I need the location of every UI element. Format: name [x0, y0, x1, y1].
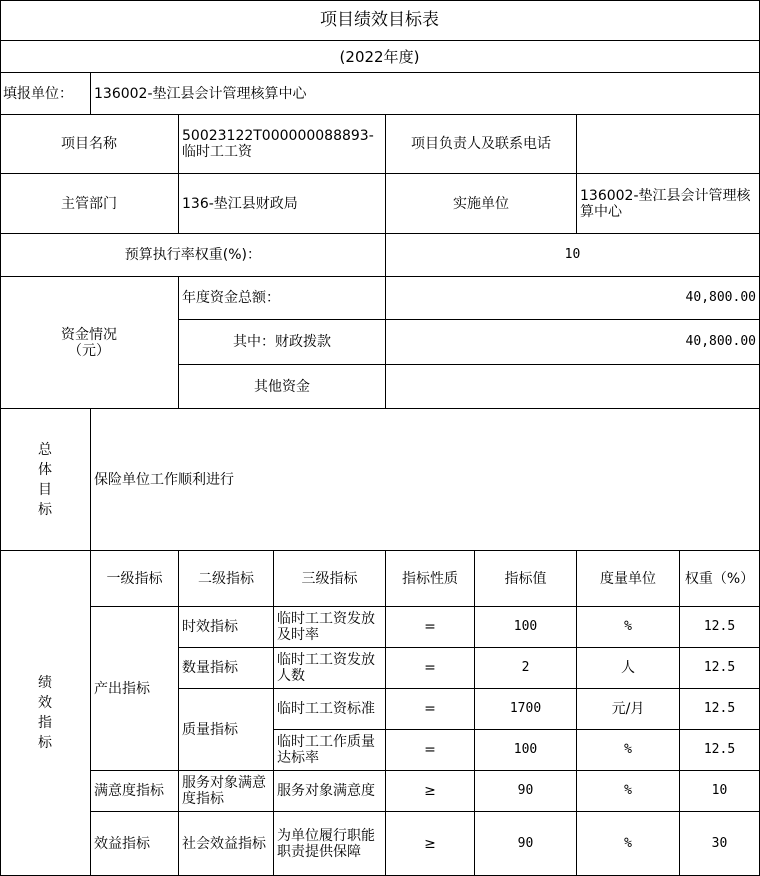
perf-indicators-label [0, 551, 91, 876]
overall-goal-label-text: 总体目标 [38, 441, 52, 518]
project-name-value: 50023122T000000088893-临时工工资 [179, 115, 386, 174]
header-unit: 度量单位 [577, 551, 680, 607]
table-row-nature: = [386, 730, 475, 771]
funds-total-label: 年度资金总额： [179, 277, 386, 320]
funds-total-value: 40,800.00 [386, 277, 760, 320]
funds-fiscal-label: 其中：财政拨款 [179, 320, 386, 365]
table-row-unit: 人 [577, 648, 680, 689]
table-row-unit: % [577, 730, 680, 771]
header-level1: 一级指标 [91, 551, 179, 607]
reporting-unit-value: 136002-垫江县会计管理核算中心 [91, 73, 760, 115]
level2-service: 服务对象满意度指标 [179, 771, 274, 812]
table-row-value: 90 [475, 812, 577, 876]
overall-goal-label [0, 409, 91, 551]
table-title: 项目绩效目标表 [0, 0, 760, 41]
project-manager-label: 项目负责人及联系电话 [386, 115, 577, 174]
level2-timeliness: 时效指标 [179, 607, 274, 648]
overall-goal-value: 保险单位工作顺利进行 [91, 409, 760, 551]
project-name-label: 项目名称 [0, 115, 179, 174]
impl-unit-value: 136002-垫江县会计管理核算中心 [577, 174, 760, 234]
table-row-l3: 为单位履行职能职责提供保障 [274, 812, 386, 876]
table-row-unit: 元/月 [577, 689, 680, 730]
table-row-value: 100 [475, 607, 577, 648]
level1-satisfaction: 满意度指标 [91, 771, 179, 812]
header-level3: 三级指标 [274, 551, 386, 607]
table-row-weight: 10 [680, 771, 760, 812]
table-row-weight: 12.5 [680, 648, 760, 689]
table-row-weight: 12.5 [680, 689, 760, 730]
table-row-nature: = [386, 607, 475, 648]
header-value: 指标值 [475, 551, 577, 607]
table-row-nature: ≥ [386, 771, 475, 812]
budget-weight-label: 预算执行率权重(%)： [0, 234, 386, 277]
level1-benefit: 效益指标 [91, 812, 179, 876]
level2-quantity: 数量指标 [179, 648, 274, 689]
reporting-unit-label: 填报单位： [0, 73, 91, 115]
table-row-unit: % [577, 812, 680, 876]
funds-other-value [386, 365, 760, 409]
table-row-weight: 12.5 [680, 730, 760, 771]
table-row-weight: 30 [680, 812, 760, 876]
dept-value: 136-垫江县财政局 [179, 174, 386, 234]
level2-social: 社会效益指标 [179, 812, 274, 876]
level2-quality: 质量指标 [179, 689, 274, 771]
table-row-l3: 服务对象满意度 [274, 771, 386, 812]
table-row-nature: = [386, 648, 475, 689]
table-row-nature: = [386, 689, 475, 730]
header-level2: 二级指标 [179, 551, 274, 607]
table-row-value: 1700 [475, 689, 577, 730]
table-row-l3: 临时工工资标准 [274, 689, 386, 730]
level1-output: 产出指标 [91, 607, 179, 771]
budget-weight-value: 10 [386, 234, 760, 277]
table-row-value: 2 [475, 648, 577, 689]
table-row-nature: ≥ [386, 812, 475, 876]
table-row-l3: 临时工工资发放及时率 [274, 607, 386, 648]
funds-other-label: 其他资金 [179, 365, 386, 409]
table-row-value: 90 [475, 771, 577, 812]
table-year: (2022年度) [0, 41, 760, 73]
table-row-weight: 12.5 [680, 607, 760, 648]
perf-indicators-label-text: 绩效指标 [38, 675, 52, 751]
header-nature: 指标性质 [386, 551, 475, 607]
table-row-value: 100 [475, 730, 577, 771]
header-weight: 权重（%） [680, 551, 760, 607]
table-row-unit: % [577, 607, 680, 648]
funds-label: 资金情况（元） [0, 277, 179, 409]
table-row-unit: % [577, 771, 680, 812]
impl-unit-label: 实施单位 [386, 174, 577, 234]
project-manager-value [577, 115, 760, 174]
funds-fiscal-value: 40,800.00 [386, 320, 760, 365]
dept-label: 主管部门 [0, 174, 179, 234]
table-row-l3: 临时工工作质量达标率 [274, 730, 386, 771]
table-row-l3: 临时工工资发放人数 [274, 648, 386, 689]
